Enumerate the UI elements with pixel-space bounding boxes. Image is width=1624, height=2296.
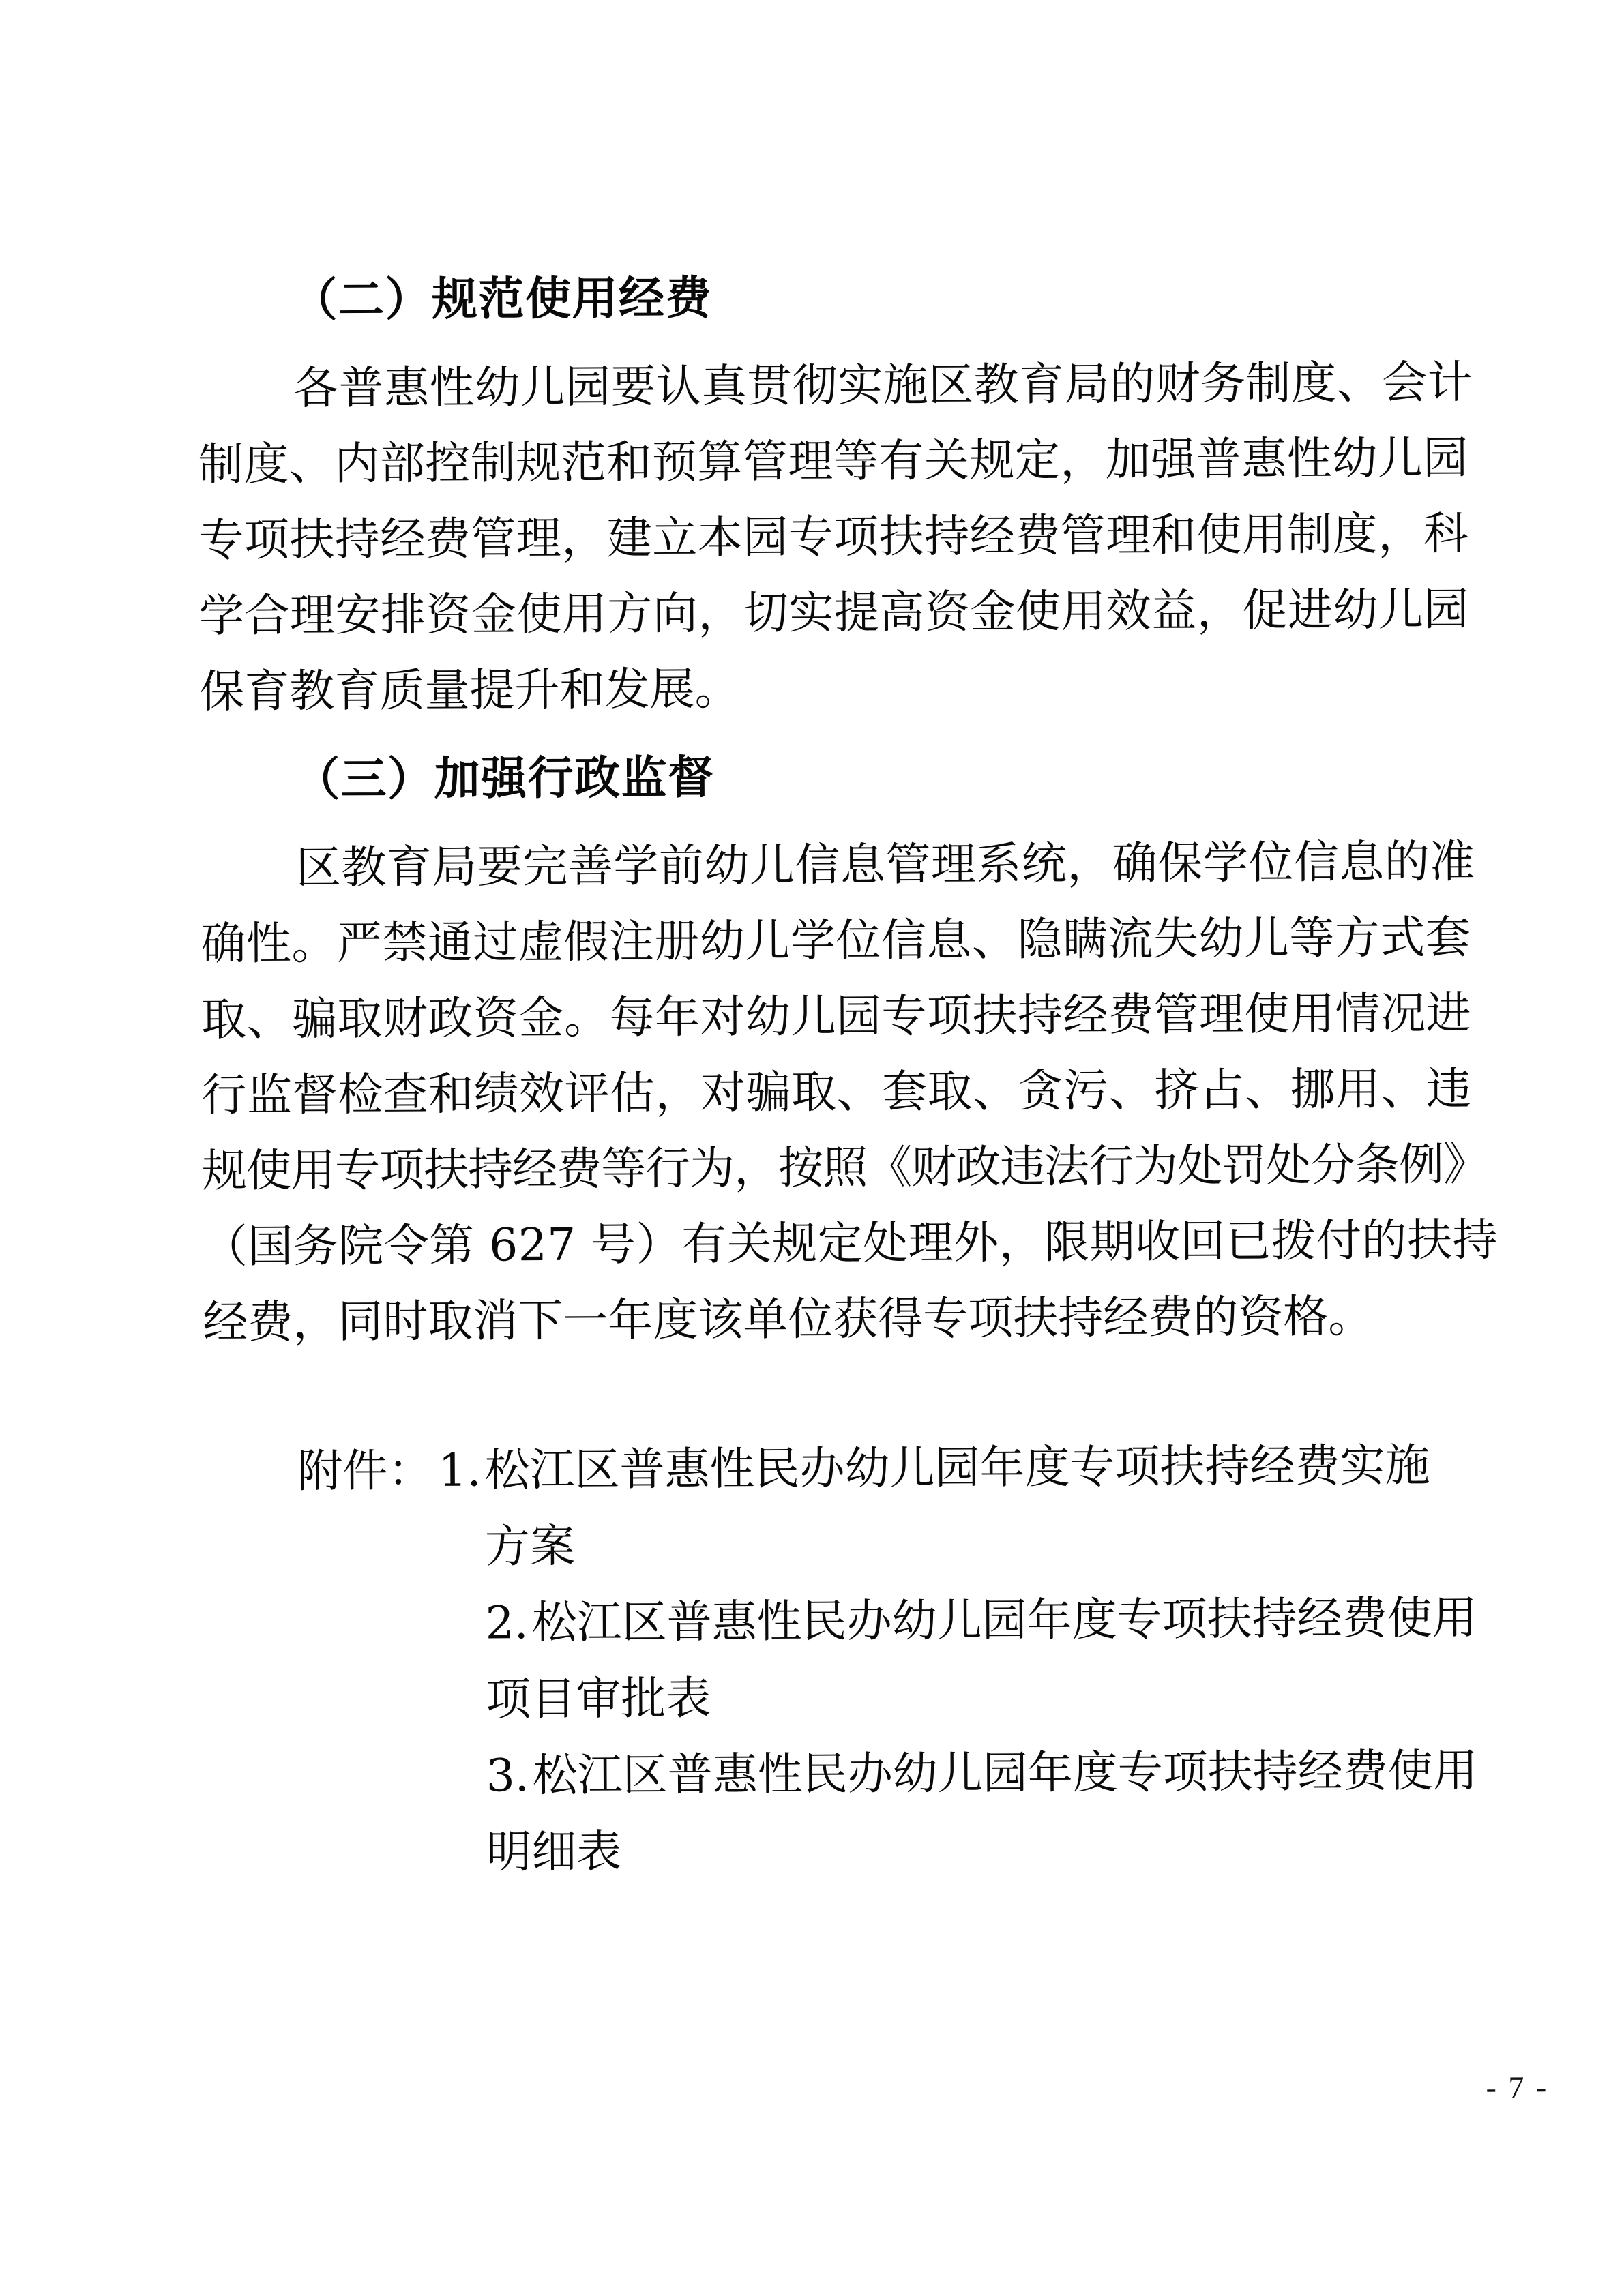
attachment-item (204, 1580, 1477, 1663)
section-two-line-1: 各普惠性幼儿园要认真贯彻实施区教育局的财务制度、会计 (293, 355, 1473, 415)
attachment-item-continuation (204, 1504, 1426, 1586)
attachments-label: 附件： (297, 1444, 433, 1497)
section-two (197, 256, 1473, 729)
section-three-line-5: 规使用专项扶持经费等行为，按照《财政违法行为处罚处分条例》 (201, 1137, 1488, 1197)
section-two-heading: （二）规范使用经费 (291, 270, 713, 327)
section-three-line-4: 行监督检查和绩效评估，对骗取、套取、贪污、挤占、挪用、违 (201, 1062, 1472, 1122)
spacer-before-attachments (203, 1354, 1425, 1433)
section-two-line-2: 制度、内部控制规范和预算管理等有关规定，加强普惠性幼儿园 (198, 431, 1468, 491)
attachment-item (203, 1427, 1430, 1510)
page-number: - 7 - (1486, 2070, 1549, 2105)
attachment-item-continuation (205, 1809, 1427, 1892)
section-three-line-3: 取、骗取财政资金。每年对幼儿园专项扶持经费管理使用情况进 (201, 986, 1472, 1046)
attachment-number-2: 2. (485, 1596, 529, 1650)
attachment-title-2-cont: 项目审批表 (486, 1671, 711, 1726)
section-three-heading: （三）加强行政监督 (293, 749, 715, 806)
section-three-line-1: 区教育局要完善学前幼儿信息管理系统，确保学位信息的准 (295, 835, 1476, 894)
section-two-line-3: 专项扶持经费管理，建立本园专项扶持经费管理和使用制度，科 (198, 507, 1469, 567)
attachment-title-2: 松江区普惠性民办幼儿园年度专项扶持经费使用 (531, 1591, 1477, 1650)
section-two-line-5: 保育教育质量提升和发展。 (199, 662, 740, 718)
section-three-line-6: （国务院令第 627 号）有关规定处理外，限期收回已拨付的扶持 (202, 1213, 1498, 1273)
section-three (200, 735, 1498, 1360)
attachment-title-1-cont: 方案 (484, 1519, 576, 1573)
section-three-line-7: 经费，同时取消下一年度该单位获得专项扶持经费的资格。 (203, 1289, 1374, 1349)
attachment-title-3-cont: 明细表 (486, 1825, 622, 1879)
section-three-line-2: 确性。严禁通过虚假注册幼儿学位信息、隐瞒流失幼儿等方式套 (201, 910, 1471, 970)
section-two-line-4: 学合理安排资金使用方向，切实提高资金使用效益，促进幼儿园 (198, 582, 1470, 642)
attachment-number-3: 3. (486, 1749, 530, 1802)
attachment-item (205, 1733, 1478, 1815)
attachment-item-continuation (205, 1656, 1426, 1739)
text-column (197, 256, 1498, 1892)
attachment-title-3: 松江区普惠性民办幼儿园年度专项扶持经费使用 (532, 1744, 1478, 1802)
attachment-list (203, 1427, 1478, 1892)
attachment-title-1: 松江区普惠性民办幼儿园年度专项扶持经费实施 (484, 1439, 1430, 1497)
attachment-number-1: 1. (438, 1444, 482, 1497)
